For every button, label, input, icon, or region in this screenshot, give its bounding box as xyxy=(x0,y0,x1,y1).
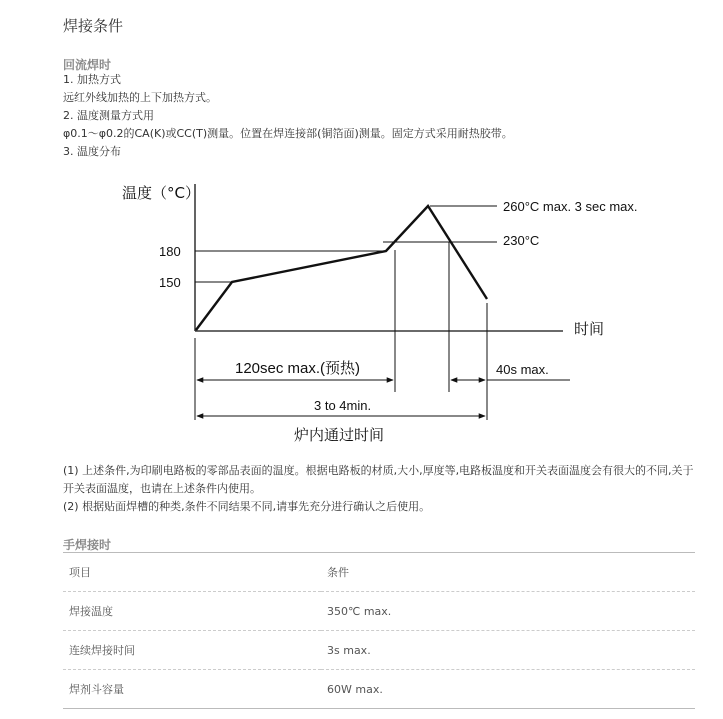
y-tick-180: 180 xyxy=(159,244,181,259)
reflow-line-1: 1. 加热方式 xyxy=(63,73,121,86)
table-header-item: 项目 xyxy=(63,553,321,592)
reflow-line-3: 2. 温度测量方式用 xyxy=(63,109,154,122)
chart-caption: 炉内通过时间 xyxy=(294,426,385,444)
temperature-curve xyxy=(196,206,487,330)
table-cell: 焊剂斗容量 xyxy=(63,670,321,709)
page-title: 焊接条件 xyxy=(63,17,124,35)
note-2: (2) 根据贴面焊槽的种类,条件不同结果不同,请事先充分进行确认之后使用。 xyxy=(63,500,431,513)
y-tick-150: 150 xyxy=(159,275,181,290)
peak-annotation: 260°C max. 3 sec max. xyxy=(503,199,638,214)
table-header-condition: 条件 xyxy=(321,553,695,592)
table-cell: 350℃ max. xyxy=(321,592,695,631)
note-1: (1) 上述条件,为印刷电路板的零部品表面的温度。根据电路板的材质,大小,厚度等,电路板温度和开关表面温度会有很大的不同,关于开关表面温度，也请在上述条件内使用。 xyxy=(63,464,694,495)
table-row xyxy=(63,670,695,709)
x-axis-label: 时间 xyxy=(574,320,605,338)
hand-soldering-table xyxy=(63,552,695,709)
table-header-row xyxy=(63,553,695,592)
table-cell: 焊接温度 xyxy=(63,592,321,631)
notes xyxy=(63,462,695,516)
table-row xyxy=(63,631,695,670)
table-cell: 连续焊接时间 xyxy=(63,631,321,670)
table-cell: 60W max. xyxy=(321,670,695,709)
reflow-heading: 回流焊时 xyxy=(63,58,112,72)
table-cell: 3s max. xyxy=(321,631,695,670)
hand-heading: 手焊接时 xyxy=(63,538,112,552)
40s-span-label: 40s max. xyxy=(496,362,549,377)
total-span-label: 3 to 4min. xyxy=(314,398,372,413)
reflow-line-2: 远红外线加热的上下加热方式。 xyxy=(63,91,217,104)
y-axis-label: 温度（°C） xyxy=(122,184,200,202)
reflow-line-4: φ0.1～φ0.2的CA(K)或CC(T)测量。位置在焊连接部(铜箔面)测量。固定方式采用耐热胶带。 xyxy=(63,127,513,140)
table-row xyxy=(63,592,695,631)
preheat-span-label: 120sec max.(预热) xyxy=(235,360,361,377)
230-annotation: 230°C xyxy=(503,233,540,248)
reflow-line-5: 3. 温度分布 xyxy=(63,145,121,158)
